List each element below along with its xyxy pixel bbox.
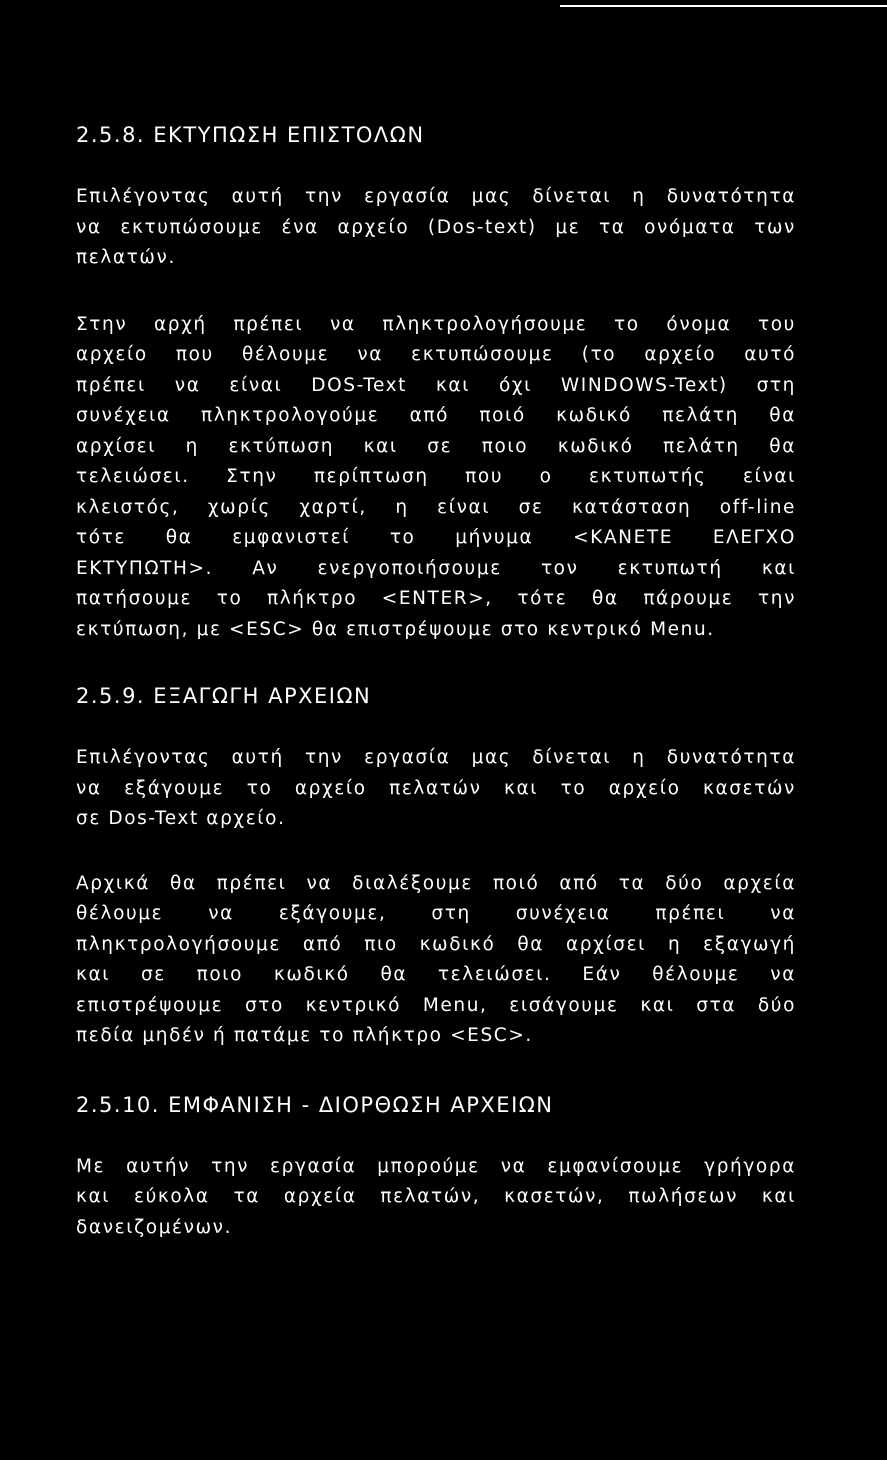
text-line: κλειστός, χωρίς χαρτί, η είναι σε κατάσταση off-line xyxy=(76,496,796,518)
text-line: Επιλέγοντας αυτή την εργασία μας δίνεται η δυνατότητα xyxy=(76,186,796,207)
section-heading-2-5-10: 2.5.10. ΕΜΦΑΝΙΣΗ - ΔΙΟΡΘΩΣΗ ΑΡΧΕΙΩΝ xyxy=(76,1092,554,1117)
text-line: και σε ποιο κωδικό θα τελειώσει. Εάν θέλουμε να xyxy=(76,964,796,985)
section-heading-2-5-8: 2.5.8. ΕΚΤΥΠΩΣΗ ΕΠΙΣΤΟΛΩΝ xyxy=(76,123,425,147)
text-line: σε Dos-Text αρχείο. xyxy=(76,808,286,829)
text-line: αρχείο που θέλουμε να εκτυπώσουμε (το αρχείο αυτό xyxy=(76,344,796,365)
text-line: συνέχεια πληκτρολογούμε από ποιό κωδικό πελάτη θα xyxy=(76,405,796,426)
text-line: και εύκολα τα αρχεία πελατών, κασετών, πωλήσεων και xyxy=(76,1186,796,1207)
text-line: πατήσουμε το πλήκτρο <ENTER>, τότε θα πάρουμε την xyxy=(76,588,796,609)
text-line: Αρχικά θα πρέπει να διαλέξουμε ποιό από τα δύο αρχεία xyxy=(76,872,796,894)
text-line: αρχίσει η εκτύπωση και σε ποιο κωδικό πελάτη θα xyxy=(76,435,796,457)
text-line: πελατών. xyxy=(76,247,176,268)
text-line: να εξάγουμε το αρχείο πελατών και το αρχείο κασετών xyxy=(76,777,796,799)
document-content xyxy=(76,118,796,1277)
section-2-5-8-paragraph-1 xyxy=(76,182,796,274)
text-line: πεδία μηδέν ή πατάμε το πλήκτρο <ESC>. xyxy=(76,1025,533,1046)
text-line: τότε θα εμφανιστεί το μήνυμα <ΚΑΝΕΤΕ ΕΛΕΓΧΟ xyxy=(76,527,796,548)
text-line: Επιλέγοντας αυτή την εργασία μας δίνεται η δυνατότητα xyxy=(76,747,796,768)
section-2-5-9-paragraph-1 xyxy=(76,743,796,835)
section-2-5-9-paragraph-2 xyxy=(76,869,796,1052)
text-line: να εκτυπώσουμε ένα αρχείο (Dos-text) με τα ονόματα των xyxy=(76,216,796,238)
text-line: Στην αρχή πρέπει να πληκτρολογήσουμε το όνομα του xyxy=(76,313,796,335)
text-line: τελειώσει. Στην περίπτωση που ο εκτυπωτής είναι xyxy=(76,466,796,487)
text-line: δανειζομένων. xyxy=(76,1216,233,1238)
text-line: εκτύπωση, με <ESC> θα επιστρέψουμε στο κεντρικό Menu. xyxy=(76,618,715,640)
section-2-5-8-paragraph-2 xyxy=(76,310,796,646)
text-line: θέλουμε να εξάγουμε, στη συνέχεια πρέπει να xyxy=(76,903,796,924)
text-line: πρέπει να είναι DOS-Text και όχι WINDOWS-Text) στη xyxy=(76,374,796,396)
text-line: Με αυτήν την εργασία μπορούμε να εμφανίσουμε γρήγορα xyxy=(76,1155,796,1177)
text-line: πληκτρολογήσουμε από πιο κωδικό θα αρχίσει η εξαγωγή xyxy=(76,933,796,955)
section-2-5-10-paragraph-1 xyxy=(76,1152,796,1244)
top-rule xyxy=(560,5,887,7)
text-line: ΕΚΤΥΠΩΤΗ>. Αν ενεργοποιήσουμε τον εκτυπωτή και xyxy=(76,557,796,579)
text-line: επιστρέψουμε στο κεντρικό Menu, εισάγουμε και στα δύο xyxy=(76,994,796,1016)
section-heading-2-5-9: 2.5.9. ΕΞΑΓΩΓΗ ΑΡΧΕΙΩΝ xyxy=(76,684,372,708)
